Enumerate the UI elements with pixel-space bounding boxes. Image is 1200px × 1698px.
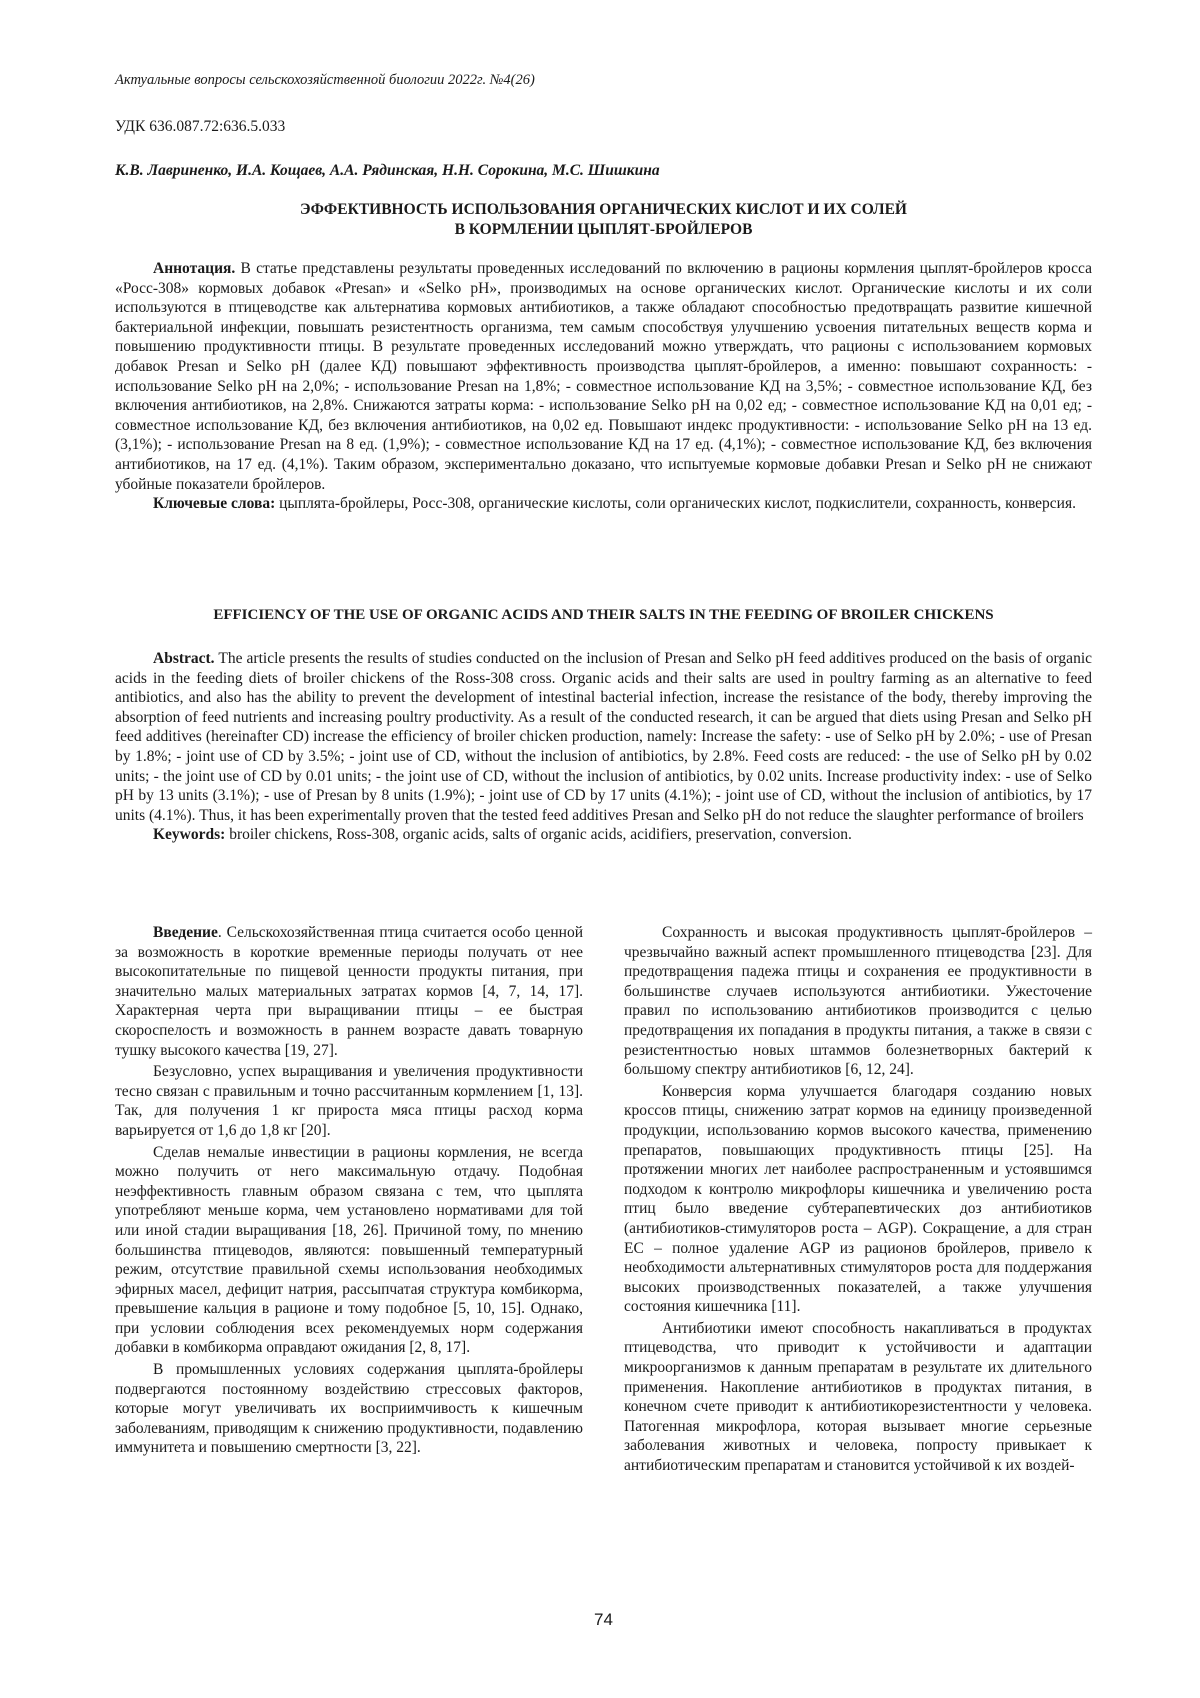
body-paragraph: Безусловно, успех выращивания и увеличения продуктивности тесно связан с правильным и точно рассчитанным кормлением [1, 13]. Так, для получения 1 кг прироста мяса птицы расход корма варьируется от 1,6 до 1,8 кг [20]. xyxy=(115,1063,583,1139)
body-paragraph-text: . Сельскохозяйственная птица считается особо ценной за возможность в короткие временные периоды получать от нее высокопитательные по пищевой ценности продукты питания, при значительно малых материальных затратах кормов [4, 7, 14, 17]. Характерная черта при выращивании птицы – ее быстрая скороспелость и возможность в раннем возрасте давать товарную тушку высокого качества [19, 27]. xyxy=(115,924,583,1059)
annotation-block xyxy=(115,259,1092,514)
authors: К.В. Лавриненко, И.А. Кощаев, А.А. Рядинская, Н.Н. Сорокина, М.С. Шишкина xyxy=(115,162,660,179)
annotation-text: В статье представлены результаты проведенных исследований по включению в рационы кормления цыплят-бройлеров кросса «Росс-308» кормовых добавок «Presan» и «Selko pH», производимых на основе органических кислот. Органические кислоты и их соли используются в птицеводстве как альтернатива кормовых антибиотиков, а также обладают способностью предотвращать развитие кишечной бактериальной инфекции, повышать резистентность организма, тем самым способствуя улучшению усвоения питательных веществ корма и повышению продуктивности птицы. В результате проведенных исследований можно утверждать, что рационы с использованием кормовых добавок Presan и Selko pH (далее КД) повышают эффективность производства цыплят-бройлеров, а именно: повышают сохранность: - использование Selko pH на 2,0%; - использование Presan на 1,8%; - совместное использование КД на 3,5%; - совместное использование КД, без включения антибиотиков, на 2,8%. Снижаются затраты корма: - использование Selko pH на 0,02 ед; - совместное использование КД на 0,01 ед; - совместное использование КД, без включения антибиотиков, на 0,02 ед. Повышают индекс продуктивности: - использование Selko pH на 13 ед. (3,1%); - использование Presan на 8 ед. (1,9%); - совместное использование КД на 17 ед. (4,1%); - совместное использование КД, без включения антибиотиков, на 17 ед. (4,1%). Таким образом, экспериментально доказано, что испытуемые кормовые добавки Presan и Selko pH не снижают убойные показатели бройлеров. xyxy=(115,260,1092,493)
abstract-label: Abstract. xyxy=(153,650,215,667)
keywords-russian-label: Ключевые слова: xyxy=(153,495,276,513)
body-paragraph xyxy=(115,923,583,1060)
running-head: Актуальные вопросы сельскохозяйственной биологии 2022г. №4(26) xyxy=(115,72,535,88)
keywords-english-text: broiler chickens, Ross-308, organic acids, salts of organic acids, acidifiers, preservation, conversion. xyxy=(225,826,852,844)
keywords-russian xyxy=(115,494,1092,514)
body-column-left xyxy=(115,923,583,1458)
title-russian-line-2: В КОРМЛЕНИИ ЦЫПЛЯТ-БРОЙЛЕРОВ xyxy=(454,221,753,238)
abstract-block xyxy=(115,649,1092,845)
body-column-right xyxy=(624,923,1092,1476)
title-russian xyxy=(115,200,1092,240)
introduction-heading: Введение xyxy=(153,924,218,941)
title-english: EFFICIENCY OF THE USE OF ORGANIC ACIDS AND THEIR SALTS IN THE FEEDING OF BROILER CHICKENS xyxy=(213,607,994,623)
annotation xyxy=(115,259,1092,494)
body-paragraph: Сделав немалые инвестиции в рационы кормления, не всегда можно получить от него максимальную отдачу. Подобная неэффективность главным образом связана с тем, что цыплята употребляют меньше корма, чем установлено нормативами для той или иной стадии выращивания [18, 26]. Причиной тому, по мнению большинства птицеводов, являются: повышенный температурный режим, отсутствие правильной схемы использования необходимых эфирных масел, дефицит натрия, рассыпчатая структура комбикорма, превышение кальция в рационе и тому подобное [5, 10, 15]. Однако, при условии соблюдения всех рекомендуемых норм содержания добавки в комбикорма оправдают ожидания [2, 8, 17]. xyxy=(115,1143,583,1357)
body-paragraph: Антибиотики имеют способность накапливаться в продуктах птицеводства, что приводит к устойчивости и адаптации микроорганизмов к данным препаратам в результате их длительного применения. Накопление антибиотиков в продуктах питания, в конечном счете приводит к антибиотикорезистентности у человека. Патогенная микрофлора, которая вызывает многие серьезные заболевания животных и человека, попросту привыкает к антибиотическим препаратам и становится устойчивой к их воздей- xyxy=(624,1319,1092,1475)
body-paragraph: Сохранность и высокая продуктивность цыплят-бройлеров – чрезвычайно важный аспект промышленного птицеводства [23]. Для предотвращения падежа птицы и сохранения ее продуктивности в большинстве случаев используются антибиотики. Ужесточение правил по использованию антибиотиков производится с целью предотвращения их попадания в продукты питания, а также в связи с резистентностью новых штаммов болезнетворных бактерий к большому спектру антибиотиков [6, 12, 24]. xyxy=(624,924,1092,1079)
udc-code: УДК 636.087.72:636.5.033 xyxy=(115,118,286,135)
body-paragraph: Конверсия корма улучшается благодаря созданию новых кроссов птицы, снижению затрат кормов на единицу произведенной продукции, использованию кормов высокого качества, применению препаратов, повышающих продуктивность птицы [25]. На протяжении многих лет наиболее распространенным и устоявшимся подходом к контролю микрофлоры кишечника и увеличению роста птиц было введение субтерапевтических доз антибиотиков (антибиотиков-стимуляторов роста – AGP). Сокращение, а для стран ЕС – полное удаление AGP из рационов бройлеров, привело к необходимости альтернативных стимуляторов роста для поддержания высоких производственных показателей, а также улучшения состояния кишечника [11]. xyxy=(624,1082,1092,1316)
abstract-text: The article presents the results of studies conducted on the inclusion of Presan and Selko pH feed additives produced on the basis of organic acids in the feeding diets of broiler chickens of the Ross-308 cross. Organic acids and their salts are used in poultry farming as an alternative to feed antibiotics, and also has the ability to prevent the development of intestinal bacterial infection, increase the resistance of the body, thereby improving the absorption of feed nutrients and increasing poultry productivity. As a result of the conducted research, it can be argued that diets using Presan and Selko pH feed additives (hereinafter CD) increase the efficiency of broiler chicken production, namely: Increase the safety: - use of Selko pH by 2.0%; - use of Presan by 1.8%; - joint use of CD by 3.5%; - joint use of CD, without the inclusion of antibiotics, by 2.8%. Feed costs are reduced: - the use of Selko pH by 0.02 units; - the joint use of CD by 0.01 units; - the joint use of CD, without the inclusion of antibiotics, by 0.02 units. Increase productivity index: - use of Selko pH by 13 units (3.1%); - use of Presan by 8 units (1.9%); - joint use of CD by 17 units (4.1%); - joint use of CD, without the inclusion of antibiotics, by 17 units (4.1%). Thus, it has been experimentally proven that the tested feed additives Presan and Selko pH do not reduce the slaughter performance of broilers xyxy=(115,650,1092,824)
keywords-russian-text: цыплята-бройлеры, Росс-308, органические кислоты, соли органических кислот, подкислители, сохранность, конверсия. xyxy=(275,495,1076,513)
body-paragraph: В промышленных условиях содержания цыплята-бройлеры подвергаются постоянному воздействию стрессовых факторов, которые могут увеличивать их восприимчивость к кишечным заболеваниям, приводящим к снижению продуктивности, подавлению иммунитета и повышению смертности [3, 22]. xyxy=(115,1361,583,1457)
keywords-english-label: Keywords: xyxy=(153,826,226,844)
annotation-label: Аннотация. xyxy=(153,260,236,277)
keywords-english xyxy=(115,825,1092,845)
page-number: 74 xyxy=(594,1610,613,1629)
title-russian-line-1: ЭФФЕКТИВНОСТЬ ИСПОЛЬЗОВАНИЯ ОРГАНИЧЕСКИХ КИСЛОТ И ИХ СОЛЕЙ xyxy=(300,201,907,218)
abstract xyxy=(115,649,1092,825)
